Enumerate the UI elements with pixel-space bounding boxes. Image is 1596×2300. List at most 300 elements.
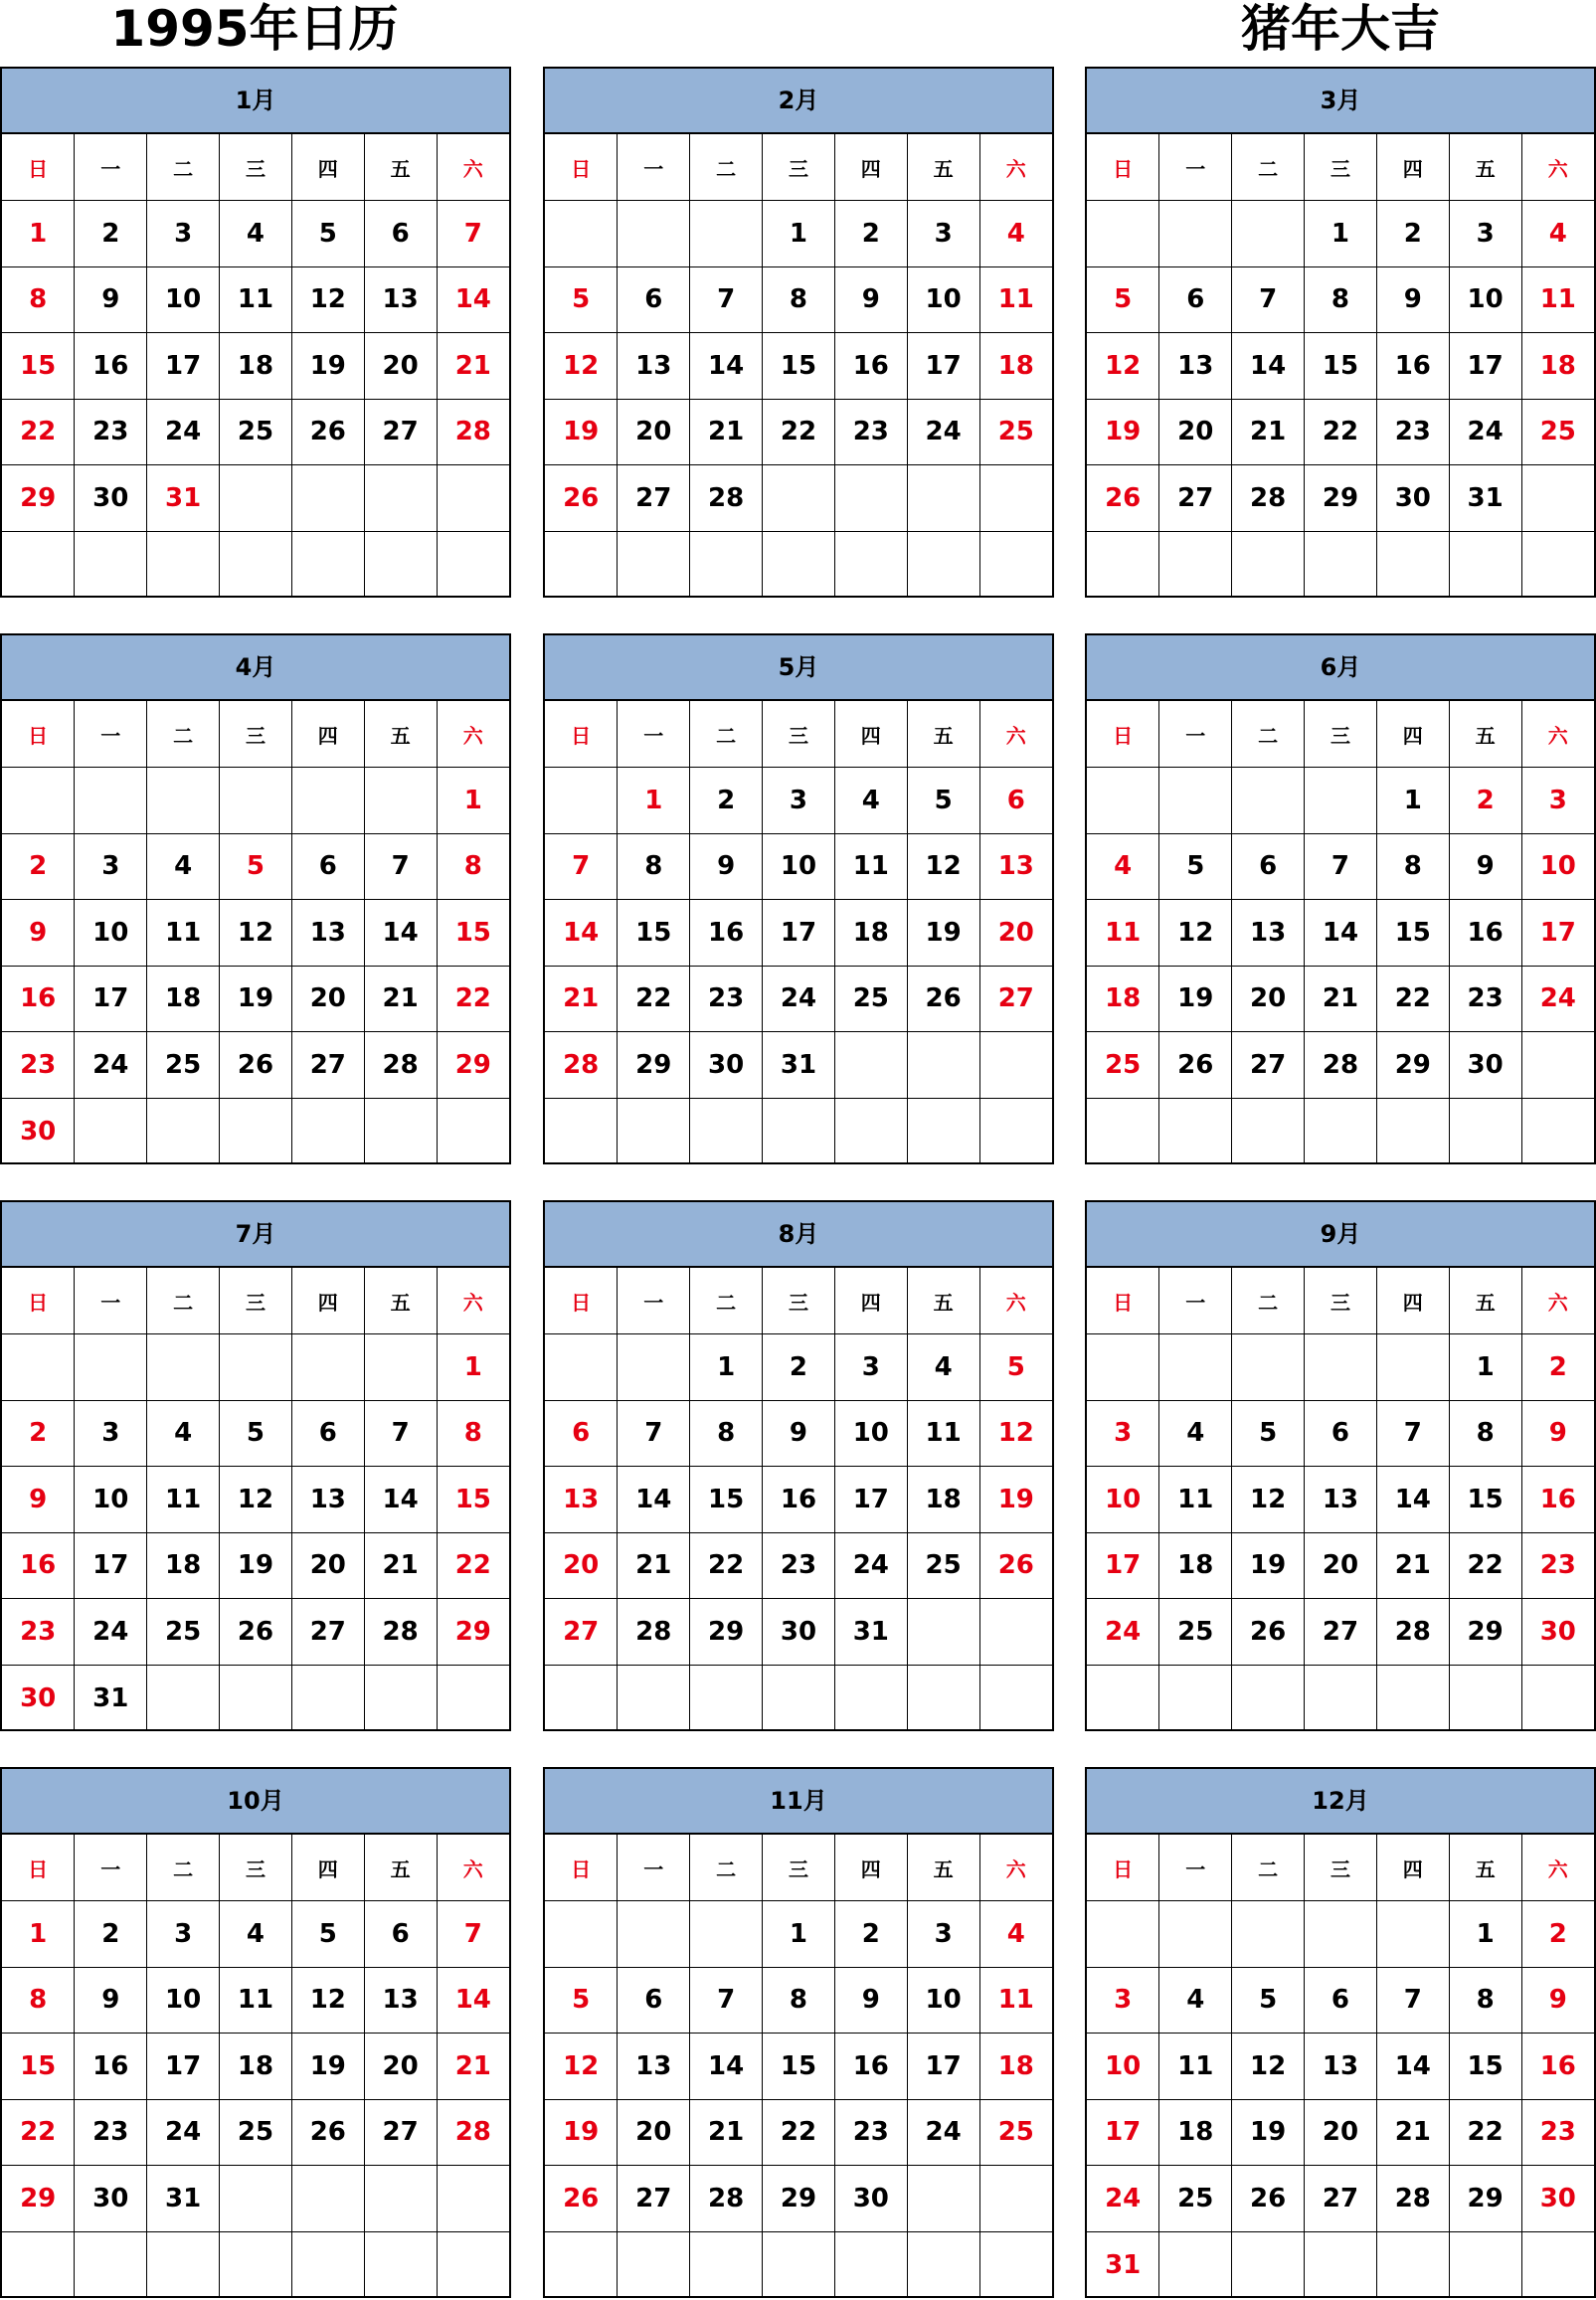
day-cell: 21 <box>618 1532 690 1599</box>
weekday-label: 二 <box>690 134 763 201</box>
day-cell: 9 <box>1449 833 1521 900</box>
day-cell: 3 <box>907 201 979 267</box>
empty-cell <box>364 1098 437 1164</box>
day-cell: 20 <box>979 900 1052 967</box>
empty-cell <box>291 2166 364 2232</box>
day-cell: 23 <box>834 2099 907 2166</box>
day-cell: 14 <box>690 2034 763 2100</box>
day-cell: 30 <box>2 1665 75 1731</box>
weekday-label: 四 <box>834 701 907 768</box>
month-day-grid <box>2 134 509 598</box>
weekday-label: 五 <box>907 134 979 201</box>
empty-cell <box>979 465 1052 532</box>
day-cell: 8 <box>437 833 509 900</box>
week-row <box>1087 1032 1594 1099</box>
empty-cell <box>75 1334 147 1401</box>
day-cell: 7 <box>1376 1967 1449 2034</box>
empty-cell <box>834 2231 907 2298</box>
day-cell: 29 <box>1449 2166 1521 2232</box>
empty-cell <box>437 531 509 598</box>
day-cell: 30 <box>1376 465 1449 532</box>
day-cell: 28 <box>690 2166 763 2232</box>
empty-cell <box>690 531 763 598</box>
week-row <box>1087 1599 1594 1666</box>
week-row <box>2 1901 509 1968</box>
day-cell: 26 <box>545 2166 618 2232</box>
day-cell: 20 <box>291 1532 364 1599</box>
empty-cell <box>545 531 618 598</box>
weekday-label: 六 <box>437 701 509 768</box>
empty-cell <box>545 768 618 834</box>
week-row <box>1087 531 1594 598</box>
weekday-row <box>2 134 509 201</box>
day-cell: 25 <box>1087 1032 1159 1099</box>
empty-cell <box>2 1334 75 1401</box>
day-cell: 13 <box>364 266 437 333</box>
week-row <box>2 833 509 900</box>
week-row <box>1087 1967 1594 2034</box>
day-cell: 3 <box>1087 1400 1159 1467</box>
empty-cell <box>2 531 75 598</box>
day-cell: 28 <box>545 1032 618 1099</box>
week-row <box>2 399 509 465</box>
day-cell: 17 <box>907 2034 979 2100</box>
empty-cell <box>763 531 835 598</box>
day-cell: 18 <box>834 900 907 967</box>
weekday-label: 一 <box>1159 1835 1232 1901</box>
empty-cell <box>364 2166 437 2232</box>
weekday-label: 二 <box>147 1835 220 1901</box>
day-cell: 23 <box>1376 399 1449 465</box>
day-cell: 13 <box>1305 1467 1377 1533</box>
day-cell: 16 <box>75 2034 147 2100</box>
weekday-row <box>2 1835 509 1901</box>
day-cell: 17 <box>1087 2099 1159 2166</box>
day-cell: 16 <box>834 333 907 400</box>
day-cell: 24 <box>1521 966 1594 1032</box>
empty-cell <box>834 1665 907 1731</box>
weekday-label: 二 <box>1232 1268 1305 1334</box>
day-cell: 20 <box>1159 399 1232 465</box>
day-cell: 21 <box>1376 2099 1449 2166</box>
day-cell: 13 <box>618 2034 690 2100</box>
empty-cell <box>618 1901 690 1968</box>
weekday-label: 六 <box>1521 1268 1594 1334</box>
month-header: 3月 <box>1087 69 1594 134</box>
empty-cell <box>1449 1665 1521 1731</box>
day-cell: 2 <box>690 768 763 834</box>
day-cell: 13 <box>291 900 364 967</box>
month-10 <box>0 1767 511 2298</box>
empty-cell <box>1159 1901 1232 1968</box>
day-cell: 4 <box>1159 1400 1232 1467</box>
day-cell: 1 <box>618 768 690 834</box>
weekday-row <box>1087 134 1594 201</box>
empty-cell <box>1376 1098 1449 1164</box>
day-cell: 5 <box>1087 266 1159 333</box>
month-header: 8月 <box>545 1202 1052 1268</box>
day-cell: 27 <box>618 2166 690 2232</box>
day-cell: 15 <box>1305 333 1377 400</box>
day-cell: 21 <box>437 333 509 400</box>
week-row <box>545 1665 1052 1731</box>
empty-cell <box>618 2231 690 2298</box>
week-row <box>1087 1400 1594 1467</box>
day-cell: 23 <box>75 2099 147 2166</box>
day-cell: 7 <box>1305 833 1377 900</box>
day-cell: 8 <box>437 1400 509 1467</box>
empty-cell <box>1305 1665 1377 1731</box>
day-cell: 7 <box>364 833 437 900</box>
day-cell: 17 <box>834 1467 907 1533</box>
empty-cell <box>545 1334 618 1401</box>
day-cell: 12 <box>291 1967 364 2034</box>
day-cell: 8 <box>2 1967 75 2034</box>
empty-cell <box>2 768 75 834</box>
empty-cell <box>364 1665 437 1731</box>
day-cell: 6 <box>545 1400 618 1467</box>
day-cell: 22 <box>763 2099 835 2166</box>
day-cell: 18 <box>979 333 1052 400</box>
day-cell: 18 <box>979 2034 1052 2100</box>
day-cell: 8 <box>1449 1967 1521 2034</box>
day-cell: 9 <box>690 833 763 900</box>
day-cell: 29 <box>618 1032 690 1099</box>
empty-cell <box>437 2231 509 2298</box>
day-cell: 19 <box>1159 966 1232 1032</box>
empty-cell <box>220 2231 292 2298</box>
week-row <box>2 900 509 967</box>
week-row <box>545 2099 1052 2166</box>
empty-cell <box>907 1599 979 1666</box>
day-cell: 17 <box>75 1532 147 1599</box>
day-cell: 15 <box>437 900 509 967</box>
day-cell: 1 <box>1449 1901 1521 1968</box>
day-cell: 2 <box>1449 768 1521 834</box>
day-cell: 24 <box>75 1032 147 1099</box>
empty-cell <box>1376 531 1449 598</box>
day-cell: 27 <box>364 2099 437 2166</box>
day-cell: 25 <box>979 2099 1052 2166</box>
empty-cell <box>907 531 979 598</box>
day-cell: 18 <box>1087 966 1159 1032</box>
day-cell: 3 <box>1449 201 1521 267</box>
weekday-label: 一 <box>1159 701 1232 768</box>
day-cell: 1 <box>690 1334 763 1401</box>
empty-cell <box>291 2231 364 2298</box>
day-cell: 5 <box>1232 1400 1305 1467</box>
day-cell: 17 <box>1087 1532 1159 1599</box>
empty-cell <box>1376 1665 1449 1731</box>
day-cell: 14 <box>437 266 509 333</box>
day-cell: 30 <box>75 465 147 532</box>
day-cell: 4 <box>1521 201 1594 267</box>
week-row <box>1087 1665 1594 1731</box>
weekday-label: 日 <box>545 701 618 768</box>
day-cell: 17 <box>147 333 220 400</box>
empty-cell <box>1159 2231 1232 2298</box>
empty-cell <box>75 1098 147 1164</box>
weekday-row <box>545 134 1052 201</box>
day-cell: 4 <box>979 201 1052 267</box>
day-cell: 6 <box>979 768 1052 834</box>
day-cell: 15 <box>1376 900 1449 967</box>
empty-cell <box>834 465 907 532</box>
empty-cell <box>1087 1334 1159 1401</box>
empty-cell <box>1087 768 1159 834</box>
empty-cell <box>907 465 979 532</box>
day-cell: 23 <box>1521 1532 1594 1599</box>
day-cell: 12 <box>1232 2034 1305 2100</box>
week-row <box>2 2034 509 2100</box>
day-cell: 11 <box>147 1467 220 1533</box>
day-cell: 3 <box>1521 768 1594 834</box>
month-header: 1月 <box>2 69 509 134</box>
empty-cell <box>1159 1665 1232 1731</box>
week-row <box>545 1032 1052 1099</box>
day-cell: 23 <box>2 1032 75 1099</box>
week-row <box>1087 2099 1594 2166</box>
day-cell: 22 <box>1449 2099 1521 2166</box>
day-cell: 24 <box>907 399 979 465</box>
day-cell: 17 <box>1521 900 1594 967</box>
day-cell: 18 <box>147 1532 220 1599</box>
day-cell: 14 <box>618 1467 690 1533</box>
day-cell: 6 <box>364 1901 437 1968</box>
day-cell: 5 <box>907 768 979 834</box>
day-cell: 13 <box>1159 333 1232 400</box>
day-cell: 6 <box>291 833 364 900</box>
weekday-label: 六 <box>979 134 1052 201</box>
weekday-label: 六 <box>437 1268 509 1334</box>
day-cell: 8 <box>763 1967 835 2034</box>
weekday-label: 二 <box>1232 1835 1305 1901</box>
empty-cell <box>1087 1901 1159 1968</box>
week-row <box>545 1334 1052 1401</box>
day-cell: 27 <box>618 465 690 532</box>
day-cell: 12 <box>291 266 364 333</box>
day-cell: 28 <box>690 465 763 532</box>
day-cell: 27 <box>291 1599 364 1666</box>
day-cell: 29 <box>437 1599 509 1666</box>
week-row <box>2 266 509 333</box>
day-cell: 30 <box>1521 1599 1594 1666</box>
empty-cell <box>545 201 618 267</box>
day-cell: 12 <box>220 900 292 967</box>
day-cell: 1 <box>2 201 75 267</box>
empty-cell <box>75 2231 147 2298</box>
weekday-label: 一 <box>618 701 690 768</box>
day-cell: 23 <box>2 1599 75 1666</box>
day-cell: 23 <box>763 1532 835 1599</box>
empty-cell <box>618 1665 690 1731</box>
week-row <box>545 333 1052 400</box>
empty-cell <box>690 1901 763 1968</box>
month-day-grid <box>2 1268 509 1731</box>
day-cell: 14 <box>1376 1467 1449 1533</box>
empty-cell <box>437 465 509 532</box>
month-header: 10月 <box>2 1769 509 1835</box>
day-cell: 14 <box>1232 333 1305 400</box>
day-cell: 8 <box>1376 833 1449 900</box>
empty-cell <box>1521 531 1594 598</box>
week-row <box>2 1599 509 1666</box>
weekday-row <box>1087 1268 1594 1334</box>
day-cell: 9 <box>75 1967 147 2034</box>
week-row <box>2 333 509 400</box>
weekday-label: 日 <box>2 1835 75 1901</box>
day-cell: 12 <box>907 833 979 900</box>
day-cell: 9 <box>834 266 907 333</box>
week-row <box>2 465 509 532</box>
month-day-grid <box>1087 701 1594 1164</box>
week-row <box>2 531 509 598</box>
day-cell: 25 <box>1521 399 1594 465</box>
weekday-label: 二 <box>147 1268 220 1334</box>
weekday-label: 三 <box>763 701 835 768</box>
week-row <box>545 1901 1052 1968</box>
empty-cell <box>907 2231 979 2298</box>
day-cell: 20 <box>1305 2099 1377 2166</box>
weekday-label: 五 <box>1449 701 1521 768</box>
day-cell: 14 <box>437 1967 509 2034</box>
week-row <box>2 768 509 834</box>
weekday-row <box>1087 1835 1594 1901</box>
day-cell: 6 <box>618 1967 690 2034</box>
week-row <box>2 1098 509 1164</box>
day-cell: 4 <box>834 768 907 834</box>
day-cell: 20 <box>545 1532 618 1599</box>
week-row <box>2 2166 509 2232</box>
weekday-label: 一 <box>618 1835 690 1901</box>
day-cell: 11 <box>834 833 907 900</box>
day-cell: 28 <box>437 2099 509 2166</box>
day-cell: 2 <box>75 1901 147 1968</box>
day-cell: 2 <box>1376 201 1449 267</box>
empty-cell <box>1232 2231 1305 2298</box>
empty-cell <box>763 1098 835 1164</box>
week-row <box>545 1532 1052 1599</box>
day-cell: 8 <box>690 1400 763 1467</box>
month-day-grid <box>545 1835 1052 2298</box>
day-cell: 12 <box>1232 1467 1305 1533</box>
empty-cell <box>437 1098 509 1164</box>
day-cell: 3 <box>907 1901 979 1968</box>
day-cell: 6 <box>1159 266 1232 333</box>
day-cell: 18 <box>907 1467 979 1533</box>
month-day-grid <box>2 1835 509 2298</box>
empty-cell <box>834 531 907 598</box>
day-cell: 23 <box>75 399 147 465</box>
day-cell: 13 <box>1305 2034 1377 2100</box>
weekday-label: 日 <box>1087 701 1159 768</box>
day-cell: 4 <box>907 1334 979 1401</box>
empty-cell <box>437 1665 509 1731</box>
empty-cell <box>147 1665 220 1731</box>
weekday-label: 五 <box>1449 1835 1521 1901</box>
day-cell: 15 <box>618 900 690 967</box>
weekday-label: 六 <box>1521 1835 1594 1901</box>
day-cell: 5 <box>291 201 364 267</box>
week-row <box>545 833 1052 900</box>
empty-cell <box>763 1665 835 1731</box>
day-cell: 16 <box>2 966 75 1032</box>
weekday-label: 二 <box>147 701 220 768</box>
day-cell: 5 <box>979 1334 1052 1401</box>
day-cell: 28 <box>618 1599 690 1666</box>
month-day-grid <box>545 701 1052 1164</box>
day-cell: 18 <box>220 2034 292 2100</box>
empty-cell <box>1087 201 1159 267</box>
day-cell: 22 <box>763 399 835 465</box>
weekday-label: 四 <box>834 1835 907 1901</box>
day-cell: 14 <box>545 900 618 967</box>
day-cell: 8 <box>1449 1400 1521 1467</box>
week-row <box>1087 201 1594 267</box>
weekday-label: 日 <box>2 1268 75 1334</box>
day-cell: 24 <box>1087 2166 1159 2232</box>
empty-cell <box>1159 531 1232 598</box>
month-day-grid <box>1087 1268 1594 1731</box>
day-cell: 22 <box>1449 1532 1521 1599</box>
week-row <box>545 2166 1052 2232</box>
empty-cell <box>690 201 763 267</box>
weekday-label: 五 <box>364 1268 437 1334</box>
day-cell: 7 <box>1232 266 1305 333</box>
day-cell: 18 <box>220 333 292 400</box>
day-cell: 16 <box>75 333 147 400</box>
day-cell: 12 <box>1087 333 1159 400</box>
day-cell: 21 <box>437 2034 509 2100</box>
day-cell: 5 <box>220 1400 292 1467</box>
day-cell: 14 <box>1305 900 1377 967</box>
day-cell: 21 <box>364 1532 437 1599</box>
day-cell: 12 <box>979 1400 1052 1467</box>
empty-cell <box>1376 1334 1449 1401</box>
weekday-label: 一 <box>618 1268 690 1334</box>
day-cell: 15 <box>1449 2034 1521 2100</box>
day-cell: 12 <box>545 333 618 400</box>
empty-cell <box>147 531 220 598</box>
month-day-grid <box>1087 134 1594 598</box>
empty-cell <box>979 1665 1052 1731</box>
day-cell: 24 <box>834 1532 907 1599</box>
day-cell: 16 <box>2 1532 75 1599</box>
day-cell: 31 <box>1449 465 1521 532</box>
day-cell: 26 <box>979 1532 1052 1599</box>
weekday-label: 三 <box>220 134 292 201</box>
day-cell: 23 <box>1521 2099 1594 2166</box>
day-cell: 21 <box>545 966 618 1032</box>
empty-cell <box>545 2231 618 2298</box>
day-cell: 2 <box>763 1334 835 1401</box>
day-cell: 16 <box>1521 2034 1594 2100</box>
week-row <box>545 1098 1052 1164</box>
empty-cell <box>2 2231 75 2298</box>
empty-cell <box>979 1098 1052 1164</box>
empty-cell <box>979 531 1052 598</box>
day-cell: 28 <box>437 399 509 465</box>
empty-cell <box>1159 768 1232 834</box>
day-cell: 28 <box>1305 1032 1377 1099</box>
day-cell: 22 <box>2 399 75 465</box>
weekday-label: 六 <box>437 1835 509 1901</box>
week-row <box>545 2231 1052 2298</box>
day-cell: 9 <box>75 266 147 333</box>
day-cell: 31 <box>75 1665 147 1731</box>
day-cell: 7 <box>545 833 618 900</box>
empty-cell <box>907 1032 979 1099</box>
